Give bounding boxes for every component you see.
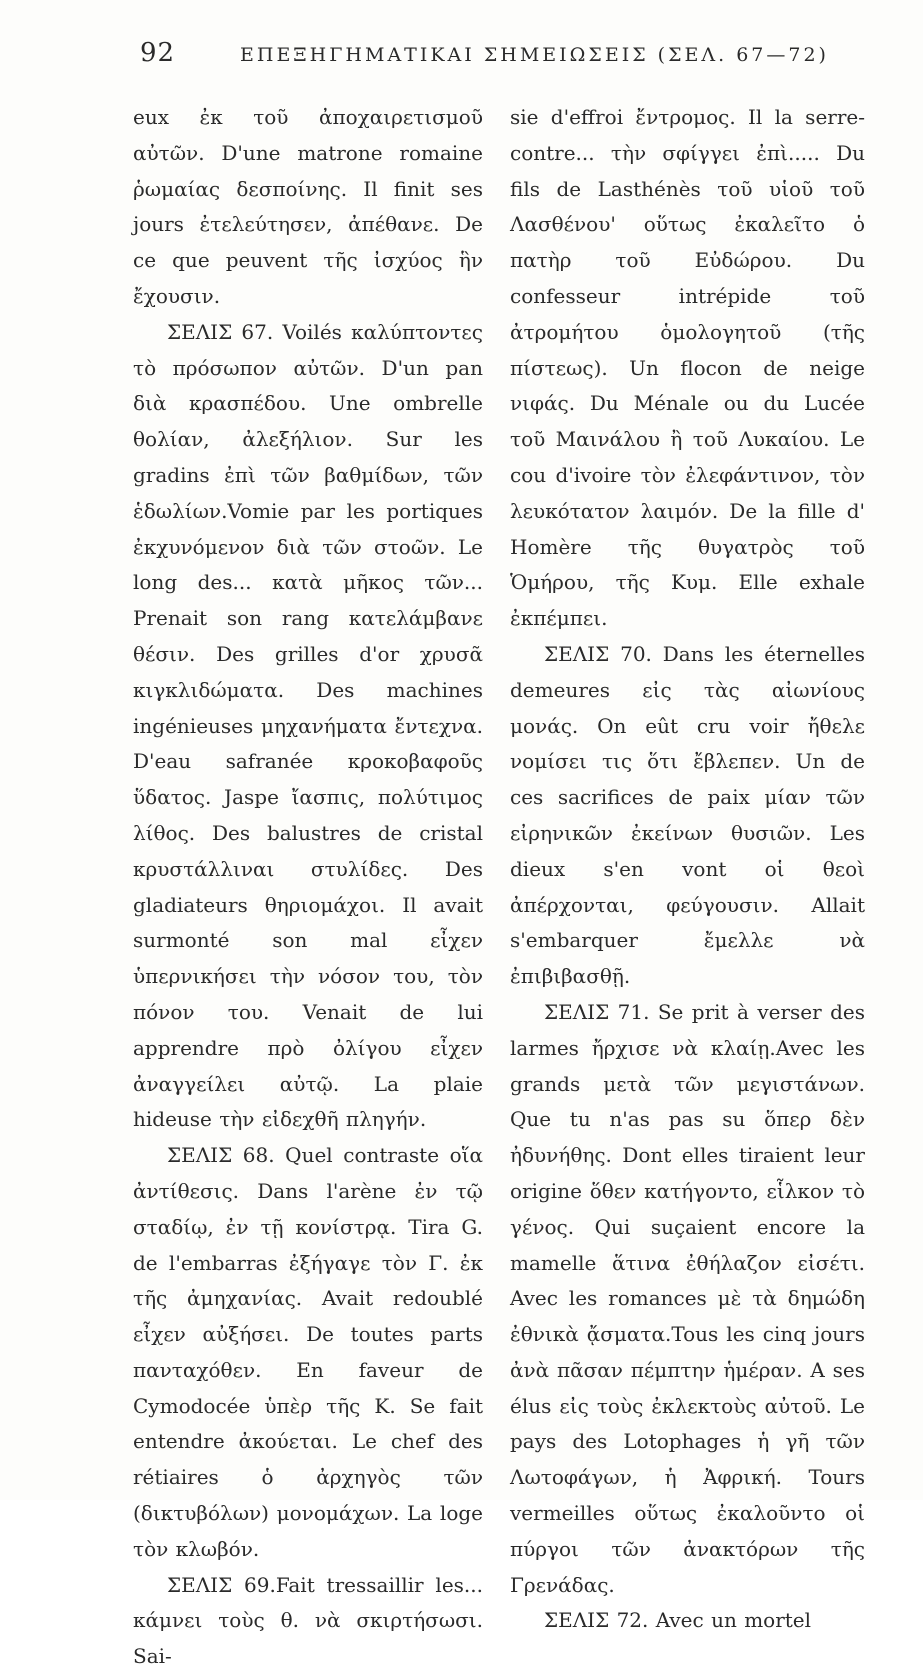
paragraph: ΣΕΛΙΣ 71. Se prit à verser des larmes ἤρχισε νὰ κλαίῃ.Avec les grands μετὰ τῶν μεγιστάνων. Que tu n'as pas su ὅπερ δὲν ἠδυνήθης. Dont elles tiraient leur origine ὅθεν κατήγοντο, εἷλκον τὸ γένος. Qui suçaient encore la mamelle ἅτινα ἐθήλαζον εἰσέτι. Avec les romances μὲ τὰ δημώδη ἐθνικὰ ᾄσματα.Tous les cinq jours ἀνὰ πᾶσαν πέμπτην ἡμέραν. A ses élus εἰς τοὺς ἐκλεκτοὺς αὐτοῦ. Le pays des Lotophages ἡ γῆ τῶν Λωτοφάγων, ἡ Ἀφρική. Tours vermeilles οὕτως ἐκαλοῦντο οἱ πύργοι τῶν ἀνακτόρων τῆς Γρενάδας. xyxy=(510,999,865,1597)
page-number: 92 xyxy=(140,38,176,68)
paragraph: ΣΕΛΙΣ 68. Quel contraste οἵα ἀντίθεσις. Dans l'arène ἐν τῷ σταδίῳ, ἐν τῇ κονίστρᾳ. Tira G. de l'embarras ἐξήγαγε τὸν Γ. ἐκ τῆς ἀμηχανίας. Avait redoublé εἶχεν αὐξήσει. De toutes parts πανταχόθεν. En faveur de Cymodocée ὑπὲρ τῆς Κ. Se fait entendre ἀκούεται. Le chef des rétiaires ὁ ἀρχηγὸς τῶν (δικτυβόλων) μονομάχων. La loge τὸν κλωβόν. xyxy=(133,1143,483,1561)
left-column xyxy=(133,100,483,1675)
paragraph: ΣΕΛΙΣ 67. Voilés καλύπτοντες τὸ πρόσωπον αὐτῶν. D'un pan διὰ κρασπέδου. Une ombrelle θολίαν, ἀλεξήλιον. Sur les gradins ἐπὶ τῶν βαθμίδων, τῶν ἑδωλίων.Vomie par les portiques ἐκχυνόμενον διὰ τῶν στοῶν. Le long des... κατὰ μῆκος τῶν... Prenait son rang κατελάμβανε θέσιν. Des grilles d'or χρυσᾶ κιγκλιδώματα. Des machines ingénieuses μηχανήματα ἔντεχνα. D'eau safranée κροκοβαφοῦς ὕδατος. Jaspe ἴασπις, πολύτιμος λίθος. Des balustres de cristal κρυστάλλιναι στυλίδες. Des gladiateurs θηριομάχοι. Il avait surmonté son mal εἶχεν ὑπερνικήσει τὴν νόσον του, τὸν πόνον του. Venait de lui apprendre πρὸ ὀλίγου εἶχεν ἀναγγείλει αὐτῷ. La plaie hideuse τὴν εἰδεχθῆ πληγήν. xyxy=(133,319,483,1132)
page-header xyxy=(140,38,829,88)
running-head: ΕΠΕΞΗΓΗΜΑΤΙΚΑΙ ΣΗΜΕΙΩΣΕΙΣ (ΣΕΛ. 67—72) xyxy=(240,44,829,66)
right-column xyxy=(510,100,865,1639)
paragraph: ΣΕΛΙΣ 72. Avec un mortel xyxy=(544,1608,812,1633)
paragraph: sie d'effroi ἔντρομος. Il la serre-contre... τὴν σφίγγει ἐπὶ..... Du fils de Lasthénès τοῦ υἱοῦ τοῦ Λασθένου' οὕτως ἐκαλεῖτο ὁ πατὴρ τοῦ Εὐδώρου. Du confesseur intrépide τοῦ ἀτρομήτου ὁμολογητοῦ (τῆς πίστεως). Un flocon de neige νιφάς. Du Ménale ou du Lucée τοῦ Μαινάλου ἢ τοῦ Λυκαίου. Le cou d'ivoire τὸν ἐλεφάντινον, τὸν λευκότατον λαιμόν. De la fille d' Homère τῆς θυγατρὸς τοῦ Ὁμήρου, τῆς Κυμ. Elle exhale ἐκπέμπει. xyxy=(510,105,865,631)
paragraph: eux ἐκ τοῦ ἀποχαιρετισμοῦ αὐτῶν. D'une matrone romaine ῥωμαίας δεσποίνης. Il finit ses jours ἐτελεύτησεν, ἀπέθανε. De ce que peuvent τῆς ἰσχύος ἣν ἔχουσιν. xyxy=(133,105,483,308)
paragraph: ΣΕΛΙΣ 69.Fait tressaillir les... κάμνει τοὺς θ. νὰ σκιρτήσωσι. Sai- xyxy=(133,1572,483,1669)
paragraph: ΣΕΛΙΣ 70. Dans les éternelles demeures εἰς τὰς αἰωνίους μονάς. On eût cru voir ἤθελε νομίσει τις ὅτι ἔβλεπεν. Un de ces sacrifices de paix μίαν τῶν εἰρηνικῶν ἐκείνων θυσιῶν. Les dieux s'en vont οἱ θεοὶ ἀπέρχονται, φεύγουσιν. Allait s'embarquer ἔμελλε νὰ ἐπιβιβασθῇ. xyxy=(510,641,865,989)
